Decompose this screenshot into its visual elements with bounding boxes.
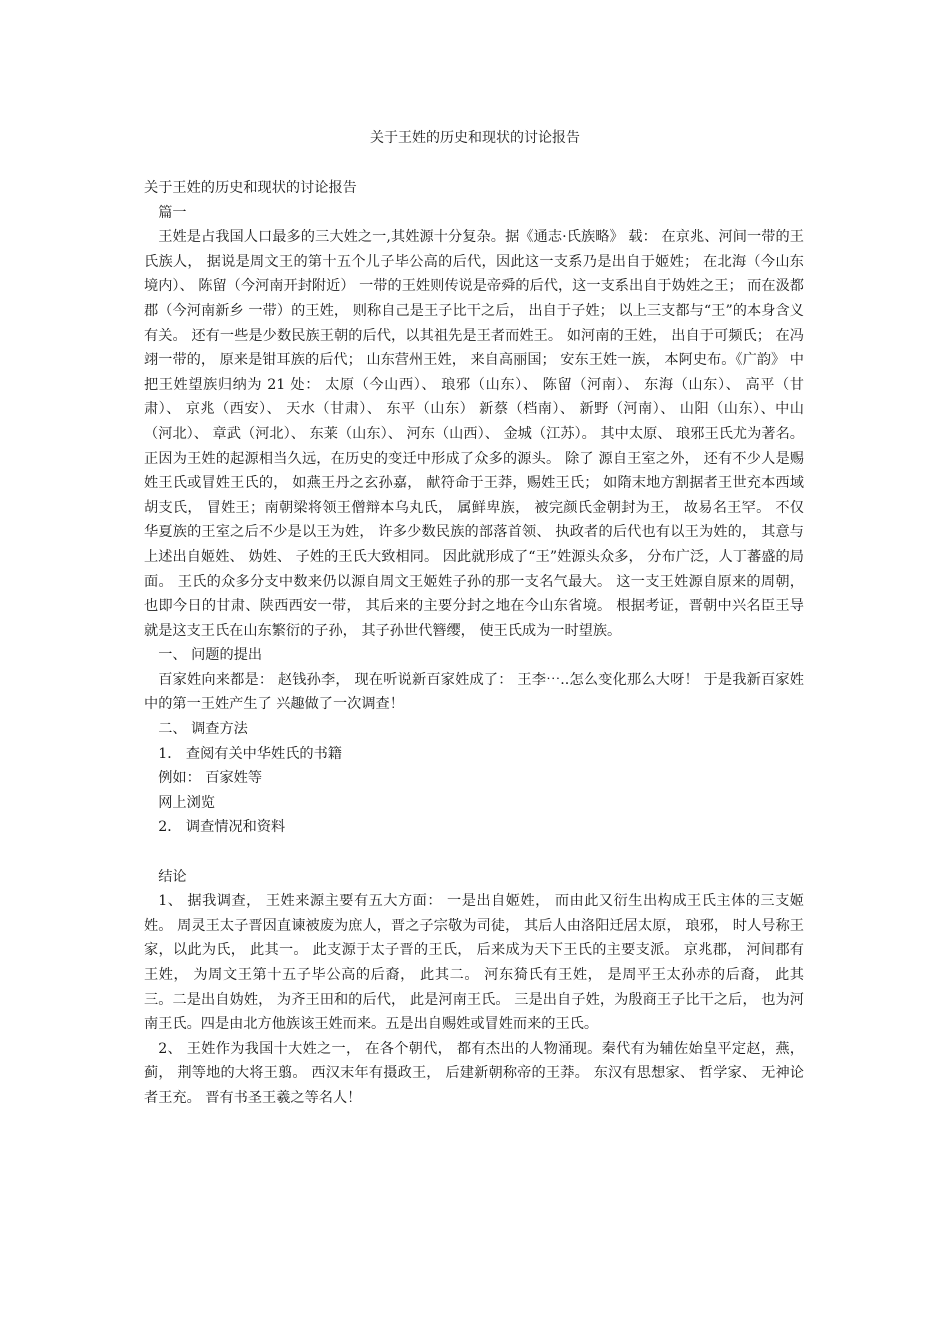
- question-paragraph: 百家姓向来都是： 赵钱孙李， 现在听说新百家姓成了： 王李⋯..怎么变化那么大呀！ 于是我新百家姓中的第一王姓产生了 兴趣做了一次调查！: [144, 671, 804, 713]
- section-label: 篇一: [158, 204, 187, 221]
- question-heading: 一、 问题的提出: [158, 647, 263, 664]
- conclusion-heading: 结论: [158, 868, 187, 885]
- method-item-1: 1． 查阅有关中华姓氏的书籍: [158, 745, 342, 762]
- blank-line: [144, 840, 804, 865]
- conclusion-paragraph-2: 2、 王姓作为我国十大姓之一， 在各个朝代， 都有杰出的人物涌现。秦代有为辅佐始皇平定赵，燕， 蓟， 荆等地的大将王翦。 西汉末年有摄政王， 后建新朝称帝的王莽。 东汉有思想家、 哲学家、 无神论者王充。 晋有书圣王羲之等名人！: [144, 1040, 804, 1106]
- document-body: [144, 176, 804, 1111]
- method-item-2: 2． 调查情况和资料: [158, 819, 286, 836]
- intro-paragraph: 王姓是占我国人口最多的三大姓之一,其姓源十分复杂。据《通志·氏族略》 载： 在京兆、河间一带的王氏族人， 据说是周文王的第十五个儿子毕公高的后代，因此这一支系乃是出自于姬姓； 在北海（今山东境内）、 陈留（今河南开封附近） 一带的王姓则传说是帝舜的后代，这一支系出自于妫姓之王； 而在汲都郡（今河南新乡 一带）的王姓， 则称自己是王子比干之后， 出自于子姓； 以上三支都与“王”的本身含义有关。 还有一些是少数民族王朝的后代，以其祖先是王者而姓王。 如河南的王姓， 出自于可频氏； 在冯翊一带的， 原来是钳耳族的后代； 山东营州王姓， 来自高丽国； 安东王姓一族， 本阿史布。《广韵》 中把王姓望族归纳为 21 处： 太原（今山西）、 琅邪（山东）、 陈留（河南）、 东海（山东）、 高平（甘肃）、 京兆（西安）、 天水（甘肃）、 东平（山东） 新蔡（档南）、 新野（河南）、 山阳（山东）、中山（河北）、 章武（河北）、 东莱（山东）、 河东（山西）、 金城（江苏）。 其中太原、 琅邪王氏尤为著名。 正因为王姓的起源相当久远，在历史的变迁中形成了众多的源头。 除了 源自王室之外， 还有不少人是赐姓王氏或冒姓王氏的， 如燕王丹之玄孙嘉， 献符命于王莽，赐姓王氏； 如隋末地方割据者王世充本西域胡支氏， 冒姓王；南朝梁将领王僧辩本乌丸氏， 属鲜卑族， 被完颜氏金朝封为王， 故易名王罕。 不仅华夏族的王室之后不少是以王为姓， 许多少数民族的部落首领、 执政者的后代也有以王为姓的， 其意与上述出自姬姓、 妫姓、 子姓的王氏大致相同。 因此就形成了“王”姓源头众多， 分布广泛，人丁蕃盛的局面。 王氏的众多分支中数来仍以源自周文王姬姓子孙的那一支名气最大。 这一支王姓源自原来的周朝，也即今日的甘肃、陕西西安一带， 其后来的主要分封之地在今山东省境。 根据考证，晋朝中兴名臣王导就是这支王氏在山东繁衍的子孙， 其子孙世代簪缨， 使王氏成为一时望族。: [144, 229, 804, 639]
- method-online: 网上浏览: [158, 794, 215, 811]
- method-example: 例如： 百家姓等: [158, 770, 263, 787]
- report-subtitle: 关于王姓的历史和现状的讨论报告: [144, 180, 357, 196]
- conclusion-paragraph-1: 1、 据我调查， 王姓来源主要有五大方面： 一是出自姬姓， 而由此又衍生出构成王氏主体的三支姬姓。 周灵王太子晋因直谏被废为庶人，晋之子宗敬为司徒， 其后人由洛阳迁居太原， 琅邪， 时人号称王家，以此为氏， 此其一。 此支源于太子晋的王氏， 后来成为天下王氏的主要支派。 京兆郡， 河间郡有王姓， 为周文王第十五子毕公高的后裔， 此其二。 河东猗氏有王姓， 是周平王太孙赤的后裔， 此其三。二是出自妫姓， 为齐王田和的后代， 此是河南王氏。 三是出自子姓，为殷商王子比干之后， 也为河南王氏。四是由北方他族该王姓而来。五是出自赐姓或冒姓而来的王氏。: [144, 893, 804, 1033]
- method-heading: 二、 调查方法: [158, 721, 248, 738]
- document-title: 关于王姓的历史和现状的讨论报告: [370, 130, 580, 146]
